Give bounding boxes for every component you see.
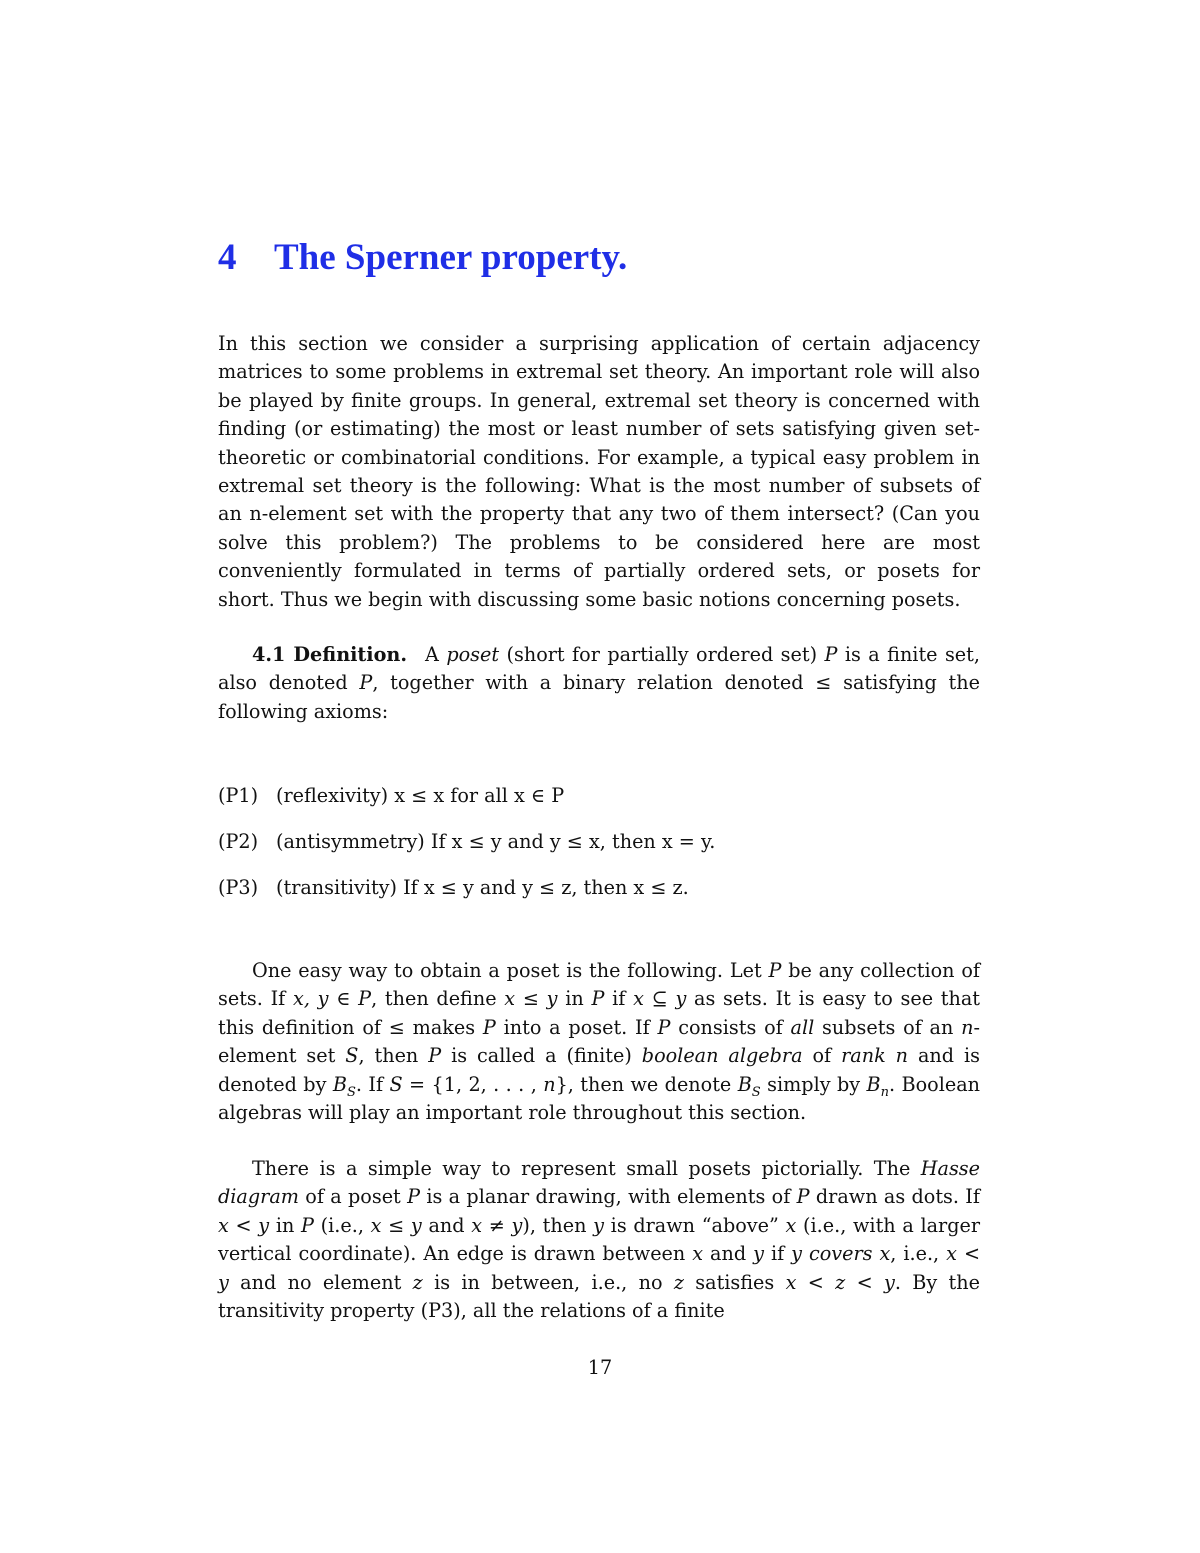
emphasis-all: all xyxy=(790,1015,815,1039)
section-heading xyxy=(218,236,627,279)
definition-paragraph: 4.1 Definition. A poset (short for partially ordered set) P is a finite set, also denoted P, together with a binary relation denoted ≤ satisfying the following axioms: xyxy=(218,643,980,723)
axiom-tag: (P3) xyxy=(218,876,259,899)
axiom-text: (transitivity) If x ≤ y and y ≤ z, then x ≤ z. xyxy=(276,876,689,899)
poset-example-paragraph: One easy way to obtain a poset is the following. Let P be any collection of sets. If x, y ∈ P, then define x ≤ y in P if x ⊆ y as sets. It is easy to see that this definition of ≤ makes P into a poset. If P consists of all subsets of an n-element set S, then P is called a (finite) boolean algebra of rank n and is denoted by $B_S$. If S = {1, 2, . . . , n}, then we denote $B_S$ simply by $B_n$. Boolean algebras will play an important role throughout this section. xyxy=(218,959,981,1125)
term-boolean-algebra: boolean algebra xyxy=(641,1044,803,1068)
term-hasse-diagram: Hasse diagram xyxy=(218,1157,980,1209)
axiom-p2 xyxy=(218,828,715,856)
term-covers: y covers x xyxy=(791,1242,891,1266)
axiom-tag: (P1) xyxy=(218,784,259,807)
axiom-text: (reflexivity) x ≤ x for all x ∈ P xyxy=(276,784,565,807)
section-number: 4 xyxy=(218,237,237,278)
section-title: The Sperner property. xyxy=(274,237,628,278)
axiom-p1 xyxy=(218,782,564,810)
hasse-paragraph: There is a simple way to represent small posets pictorially. The Hasse diagram of a poset P is a planar drawing, with elements of P drawn as dots. If x < y in P (i.e., x ≤ y and x ≠ y), then y is drawn “above” x (i.e., with a larger vertical coordinate). An edge is drawn between x and y if y covers x, i.e., x < y and no element z is in between, i.e., no z satisfies x < z < y. By the transitivity property (P3), all the relations of a finite xyxy=(218,1157,981,1323)
term-poset: poset xyxy=(446,643,500,666)
intro-paragraph: In this section we consider a surprising application of certain adjacency matrices to some problems in extremal set theory. An important role will also be played by finite groups. In general, extremal set theory is concerned with finding (or estimating) the most or least number of sets satisfying given set-theoretic or combinatorial conditions. For example, a typical easy problem in extremal set theory is the following: What is the most number of subsets of an n-element set with the property that any two of them intersect? (Can you solve this problem?) The problems to be considered here are most conveniently formulated in terms of partially ordered sets, or posets for short. Thus we begin with discussing some basic notions concerning posets. xyxy=(218,332,980,611)
axiom-tag: (P2) xyxy=(218,830,259,853)
axiom-p3 xyxy=(218,874,689,902)
definition-heading: 4.1 Definition. xyxy=(252,643,408,666)
page-number: 17 xyxy=(587,1356,613,1379)
axiom-text: (antisymmetry) If x ≤ y and y ≤ x, then x = y. xyxy=(276,830,716,853)
term-rank: rank n xyxy=(841,1044,909,1068)
